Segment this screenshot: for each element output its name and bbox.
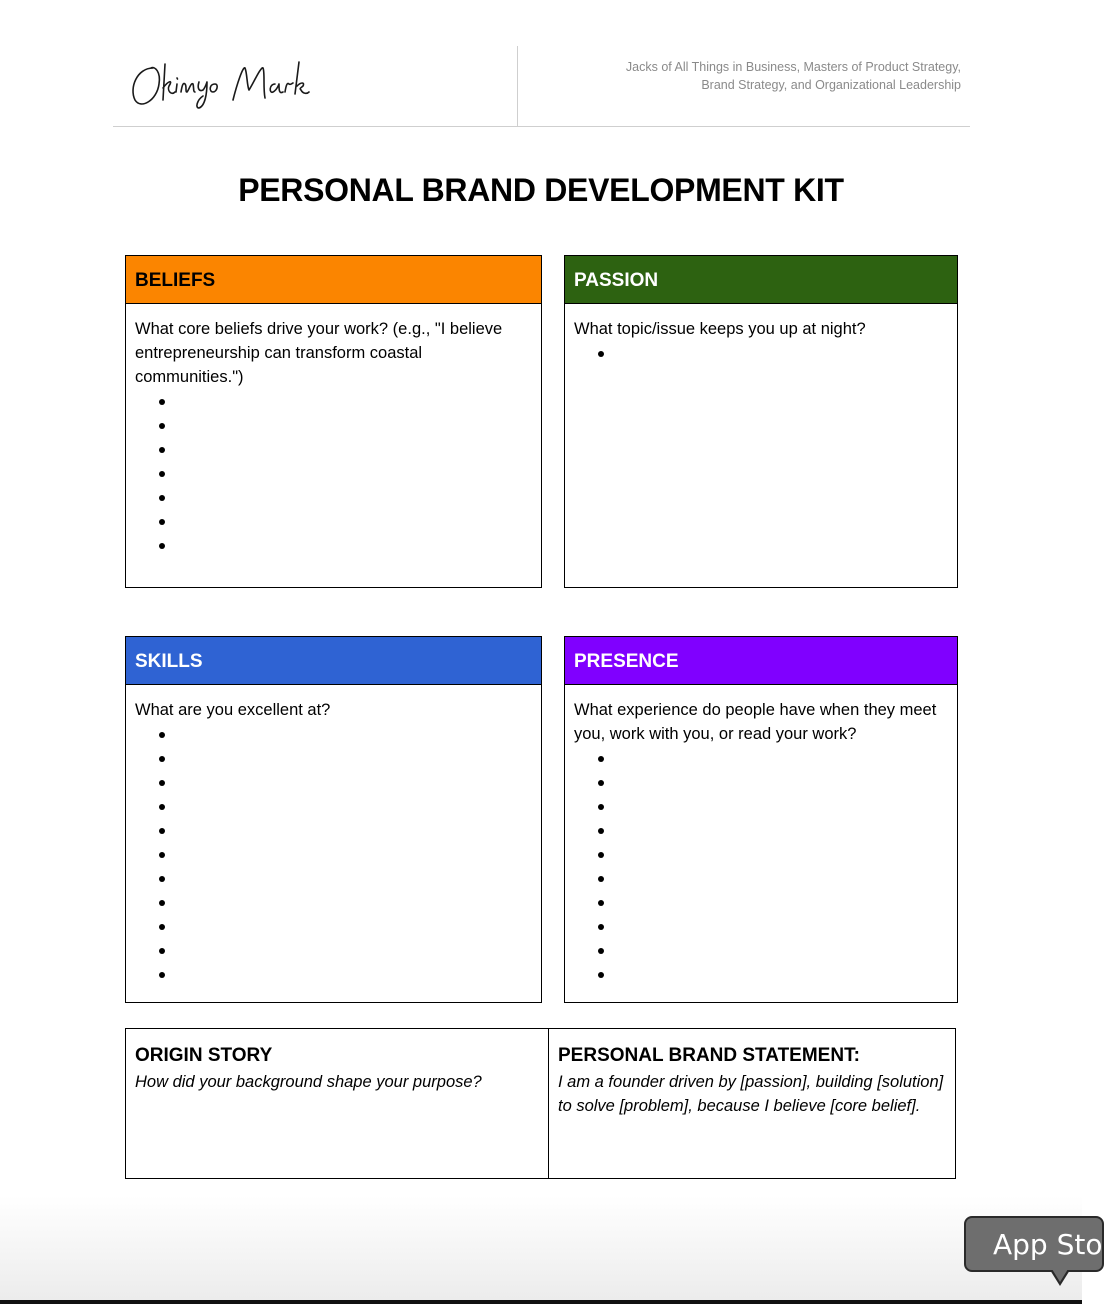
origin-story-heading: ORIGIN STORY xyxy=(135,1045,273,1066)
skills-bullet-item xyxy=(177,890,532,914)
passion-box xyxy=(564,255,958,588)
presence-bullet-item xyxy=(616,866,948,890)
skills-bullet-item xyxy=(177,938,532,962)
skills-box xyxy=(125,636,542,1003)
skills-heading: SKILLS xyxy=(126,637,541,685)
skills-bullet-item xyxy=(177,722,532,746)
tagline-line-2: Brand Strategy, and Organizational Leadership xyxy=(701,78,961,92)
presence-bullet-item xyxy=(616,818,948,842)
header-divider xyxy=(517,46,518,126)
passion-heading: PASSION xyxy=(565,256,957,304)
skills-bullet-item xyxy=(177,818,532,842)
skills-bullet-item xyxy=(177,866,532,890)
app-store-tooltip[interactable] xyxy=(964,1216,1104,1272)
skills-bullet-item xyxy=(177,746,532,770)
beliefs-bullet-item xyxy=(177,437,532,461)
beliefs-bullet-item xyxy=(177,533,532,557)
presence-box xyxy=(564,636,958,1003)
beliefs-bullet-item xyxy=(177,413,532,437)
beliefs-box xyxy=(125,255,542,588)
beliefs-bullet-item xyxy=(177,389,532,413)
page-title: PERSONAL BRAND DEVELOPMENT KIT xyxy=(238,172,844,208)
tagline-line-1: Jacks of All Things in Business, Masters of Product Strategy, xyxy=(625,60,961,74)
tooltip-arrow-fill xyxy=(1052,1269,1068,1282)
skills-bullet-item xyxy=(177,842,532,866)
skills-question: What are you excellent at? xyxy=(135,701,331,719)
presence-question: What experience do people have when they meet you, work with you, or read your work? xyxy=(574,701,937,743)
tooltip-label: App Sto xyxy=(993,1228,1103,1261)
passion-question: What topic/issue keeps you up at night? xyxy=(574,320,866,338)
origin-story-box xyxy=(125,1028,549,1179)
beliefs-bullet-item xyxy=(177,461,532,485)
beliefs-bullet-list xyxy=(135,389,532,557)
skills-bullet-item xyxy=(177,770,532,794)
presence-heading: PRESENCE xyxy=(565,637,957,685)
skills-bullet-list xyxy=(135,722,532,986)
skills-bullet-item xyxy=(177,962,532,986)
presence-bullet-item xyxy=(616,746,948,770)
presence-bullet-item xyxy=(616,794,948,818)
passion-bullet-item xyxy=(616,341,948,365)
brand-statement-box xyxy=(548,1028,956,1179)
brand-statement-template: I am a founder driven by [passion], building [solution] to solve [problem], because I believe [core belief]. xyxy=(558,1073,944,1115)
beliefs-question: What core beliefs drive your work? (e.g., "I believe entrepreneurship can transform coastal communities.") xyxy=(135,320,503,386)
skills-bullet-item xyxy=(177,914,532,938)
presence-bullet-item xyxy=(616,890,948,914)
presence-bullet-item xyxy=(616,842,948,866)
bottom-edge-bar xyxy=(0,1300,1082,1304)
passion-bullet-list xyxy=(574,341,948,365)
presence-bullet-item xyxy=(616,938,948,962)
signature-logo xyxy=(125,54,310,112)
header-tagline xyxy=(561,58,961,94)
presence-bullet-item xyxy=(616,914,948,938)
beliefs-bullet-item xyxy=(177,509,532,533)
presence-bullet-item xyxy=(616,770,948,794)
brand-statement-heading: PERSONAL BRAND STATEMENT: xyxy=(558,1045,860,1066)
document-header xyxy=(113,46,970,127)
presence-bullet-item xyxy=(616,962,948,986)
presence-bullet-list xyxy=(574,746,948,986)
origin-story-question: How did your background shape your purpose? xyxy=(135,1073,482,1091)
beliefs-heading: BELIEFS xyxy=(126,256,541,304)
beliefs-bullet-item xyxy=(177,485,532,509)
bottom-fade xyxy=(0,1196,1082,1300)
skills-bullet-item xyxy=(177,794,532,818)
